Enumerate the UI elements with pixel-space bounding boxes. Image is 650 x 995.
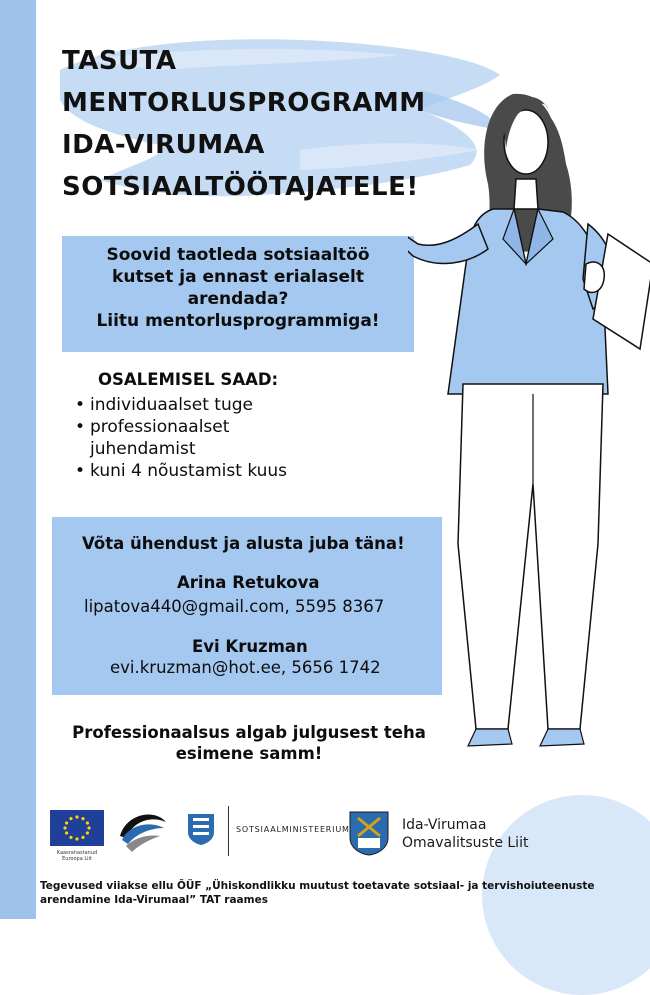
footer-line-2: arendamine Ida-Virumaal” TAT raames — [40, 894, 268, 906]
footer-line-1: Tegevused viiakse ellu ÕÜF „Ühiskondlikku muutust toetavate sotsiaal- ja tervishoiuteenuste — [40, 880, 595, 892]
estonia-logo-icon — [114, 806, 170, 856]
ministry-name: SOTSIAALMINISTEERIUM — [236, 825, 350, 834]
contact-details-2[interactable]: evi.kruzman@hot.ee, 5656 1742 — [110, 658, 381, 677]
intro-line-2: kutset ja ennast erialaselt — [112, 267, 364, 287]
list-item: • individuaalset tuge — [72, 394, 332, 416]
ida-virumaa-union-name: Ida-Virumaa Omavalitsuste Liit — [402, 817, 529, 851]
list-item: • professionaalset juhendamist — [72, 416, 332, 460]
tagline-line-2: esimene samm! — [175, 744, 323, 763]
ida-virumaa-coat-of-arms-icon — [348, 810, 390, 856]
left-decorative-stripe — [0, 0, 36, 919]
intro-line-3: arendada? — [187, 289, 289, 309]
businesswoman-illustration — [408, 64, 650, 754]
state-coat-of-arms-icon — [186, 812, 216, 846]
intro-line-4: Liitu mentorlusprogrammiga! — [96, 311, 380, 331]
benefits-heading: OSALEMISEL SAAD: — [98, 370, 279, 389]
title-line-2: MENTORLUSPROGRAMM — [62, 88, 426, 118]
contact-name-1: Arina Retukova — [177, 573, 320, 592]
list-item: • kuni 4 nõustamist kuus — [72, 460, 332, 482]
tagline — [64, 722, 434, 764]
tagline-line-1: Professionaalsus algab julgusest teha — [72, 723, 426, 742]
logo-divider — [228, 806, 229, 856]
eu-flag-icon — [50, 810, 104, 846]
title-line-1: TASUTA — [62, 46, 177, 76]
intro-box — [62, 236, 414, 352]
contact-box — [52, 517, 442, 695]
footer-note — [40, 879, 640, 907]
contact-details-1[interactable]: lipatova440@gmail.com, 5595 8367 — [84, 597, 385, 616]
title-line-4: SOTSIAALTÖÖTAJATELE! — [62, 172, 419, 202]
contact-name-2: Evi Kruzman — [192, 637, 308, 656]
page-title — [62, 40, 426, 208]
eu-caption: Kaasrahastanud Euroopa Liit — [56, 850, 98, 862]
contact-heading: Võta ühendust ja alusta juba täna! — [82, 534, 405, 553]
benefits-list — [72, 394, 332, 482]
intro-line-1: Soovid taotleda sotsiaaltöö — [106, 245, 370, 265]
title-line-3: IDA-VIRUMAA — [62, 130, 265, 160]
